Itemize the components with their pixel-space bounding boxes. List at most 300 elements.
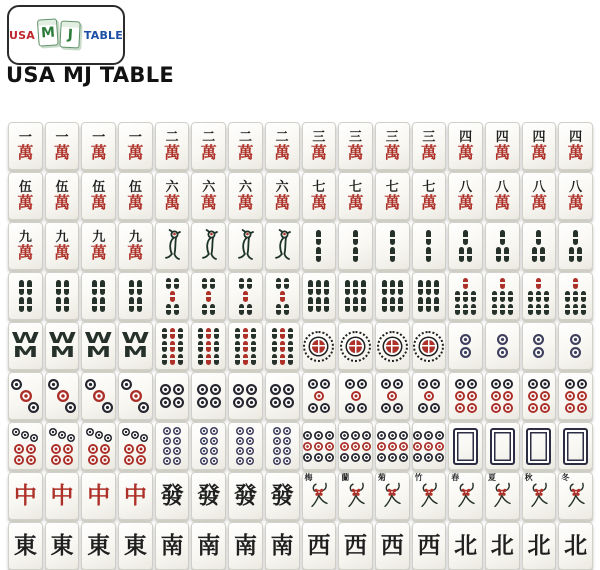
- bamboo-stick-icon: [528, 304, 533, 315]
- dot-icon: [533, 334, 544, 345]
- bamboo-stick-icon: [500, 291, 505, 302]
- tile-number-char: 六: [275, 180, 289, 196]
- tile-number-char: 三: [422, 130, 436, 146]
- dot-row: [497, 334, 508, 345]
- tile-3-character: [375, 122, 410, 170]
- dots7-layout: [47, 427, 77, 466]
- tile-2-character: [228, 122, 263, 170]
- bamboo-stick-icon: [288, 341, 293, 352]
- tile-wan-char: 萬: [17, 142, 34, 162]
- tile-number-char: 六: [165, 180, 179, 196]
- dot-icon: [236, 437, 244, 445]
- dot-icon: [503, 403, 513, 413]
- bamboo-stick-icon: [324, 297, 329, 312]
- dot-icon: [362, 442, 371, 451]
- tile-char: 西: [417, 532, 441, 559]
- dot-icon: [210, 397, 221, 408]
- bamboo-stick-icon: [492, 291, 497, 302]
- tile-6-bamboo: [302, 272, 337, 320]
- tile-east-wind: [45, 522, 80, 570]
- dot-icon: [351, 431, 360, 440]
- tile-green-dragon: [155, 472, 190, 520]
- tile-9-dot: [338, 422, 373, 470]
- bamboo-stick-icon: [536, 304, 541, 315]
- tile-wan-char: 萬: [530, 192, 547, 212]
- bamboo-stick-icon: [170, 354, 175, 365]
- bamboo-row: [418, 297, 439, 312]
- tile-9-character: [81, 222, 116, 270]
- bamboo-stick-icon: [178, 341, 183, 352]
- dot-icon: [200, 427, 208, 435]
- tile-south-wind: [265, 522, 300, 570]
- dot-row: [197, 397, 221, 408]
- dot-icon: [528, 391, 538, 401]
- logo-usa-text: USA: [9, 28, 35, 42]
- bamboo-row: [308, 297, 329, 312]
- bamboo-stick-icon: [353, 297, 358, 312]
- bamboo-stick-icon: [19, 280, 24, 295]
- bamboo-stick-icon: [398, 280, 403, 295]
- tile-wan-char: 萬: [17, 192, 34, 212]
- dot-icon: [303, 431, 312, 440]
- flower-corner-char: 冬: [561, 473, 570, 482]
- tile-4-character: [485, 122, 520, 170]
- dot-row: [377, 442, 408, 451]
- bamboo-stick-icon: [243, 354, 248, 365]
- dot-row: [413, 442, 444, 451]
- dot-row: [455, 403, 477, 413]
- tile-4-dot: [265, 372, 300, 420]
- dot-icon: [540, 403, 550, 413]
- tile-7-bamboo: [448, 272, 483, 320]
- dot-icon: [320, 379, 330, 389]
- big-dot-center-icon: [312, 340, 325, 353]
- tile-west-wind: [338, 522, 373, 570]
- dot-icon: [533, 347, 544, 358]
- dot-icon: [413, 431, 422, 440]
- tile-9-character: [8, 222, 43, 270]
- bamboo-stick-icon: [508, 304, 513, 315]
- bamboo-stick-icon: [361, 297, 366, 312]
- flower-corner-char: 夏: [487, 473, 496, 482]
- tile-char: 北: [527, 532, 551, 559]
- tile-number-char: 三: [349, 130, 363, 146]
- bamboo-row: [426, 247, 431, 262]
- dot-row: [303, 431, 334, 440]
- dot-row: [197, 384, 221, 395]
- dot-icon: [160, 384, 171, 395]
- bamboo-row: [280, 291, 285, 302]
- dot-icon: [273, 447, 281, 455]
- dot-icon: [503, 379, 513, 389]
- dot-icon: [303, 453, 312, 462]
- tile-6-character: [228, 172, 263, 220]
- dot-row: [345, 379, 367, 389]
- dot-icon: [377, 442, 386, 451]
- tile-white-dragon: [558, 422, 593, 470]
- bamboo-stick-icon: [239, 304, 244, 315]
- bamboo-stick-icon: [272, 354, 277, 365]
- dot-row: [270, 384, 294, 395]
- bamboo-row: [162, 341, 183, 352]
- dot-icon: [210, 437, 218, 445]
- dot-icon: [173, 437, 181, 445]
- dot-icon: [173, 447, 181, 455]
- tile-number-char: 伍: [128, 180, 142, 196]
- bamboo-stick-icon: [162, 328, 167, 339]
- bamboo-stick-icon: [198, 354, 203, 365]
- dot-icon: [303, 442, 312, 451]
- bamboo-stick-icon: [418, 280, 423, 295]
- tile-number-char: 三: [385, 130, 399, 146]
- tile-east-wind: [81, 522, 116, 570]
- dots3-diagonal: [47, 378, 77, 414]
- dot-icon: [246, 447, 254, 455]
- dot-icon: [85, 379, 96, 390]
- tile-7-bamboo: [558, 272, 593, 320]
- bamboo-stick-icon: [27, 280, 32, 295]
- tile-3-dot: [81, 372, 116, 420]
- bamboo-row: [206, 291, 211, 302]
- bamboo-stick-icon: [467, 247, 472, 262]
- dot-icon: [130, 390, 142, 402]
- dot-icon: [283, 427, 291, 435]
- dot-icon: [424, 431, 433, 440]
- bamboo-stick-icon: [19, 297, 24, 312]
- bamboo-stick-icon: [573, 278, 578, 289]
- big-dot-icon: [377, 331, 408, 362]
- tile-char: 西: [380, 532, 404, 559]
- dot-row: [163, 427, 181, 435]
- dot-row: [381, 403, 403, 413]
- tile-char: 東: [13, 532, 37, 559]
- dot-icon: [51, 455, 61, 465]
- bamboo-stick-icon: [565, 304, 570, 315]
- dot-row: [565, 379, 587, 389]
- dot-icon: [246, 384, 257, 395]
- tile-4-dot: [155, 372, 190, 420]
- bamboo-stick-icon: [251, 354, 256, 365]
- bamboo-row: [276, 278, 289, 289]
- dot-icon: [424, 442, 433, 451]
- bamboo-stick-icon: [56, 280, 61, 295]
- dot-icon: [163, 427, 171, 435]
- dot-row: [533, 347, 544, 358]
- bamboo-stick-icon: [280, 291, 285, 302]
- dot-row: [273, 457, 291, 465]
- bamboo-stick-icon: [544, 304, 549, 315]
- bamboo-row: [382, 297, 403, 312]
- tile-east-wind: [118, 522, 153, 570]
- bamboo-stick-icon: [202, 278, 207, 289]
- tile-2-dot: [522, 322, 557, 370]
- bamboo8-chevron-icon: W: [11, 329, 40, 348]
- dot-icon: [30, 434, 38, 442]
- bamboo-stick-icon: [316, 280, 321, 295]
- tile-west-wind: [412, 522, 447, 570]
- bamboo-stick-icon: [434, 280, 439, 295]
- bamboo-row: [170, 291, 175, 302]
- dot-icon: [413, 453, 422, 462]
- dot-icon: [197, 384, 208, 395]
- dot-icon: [565, 379, 575, 389]
- bamboo-row: [459, 247, 472, 262]
- dot-row: [565, 391, 587, 401]
- tile-9-bamboo: [265, 322, 300, 370]
- bamboo-row: [316, 247, 321, 262]
- tile-char: 發: [270, 482, 294, 509]
- bamboo-row: [198, 341, 219, 352]
- bamboo-stick-icon: [284, 304, 289, 315]
- dot-icon: [197, 397, 208, 408]
- dot-icon: [460, 347, 471, 358]
- dot-icon: [236, 457, 244, 465]
- bamboo-row: [492, 304, 513, 315]
- dot-icon: [362, 453, 371, 462]
- tile-char: 中: [123, 482, 147, 509]
- dot-icon: [270, 384, 281, 395]
- dot-row: [308, 403, 330, 413]
- bamboo-stick-icon: [235, 341, 240, 352]
- bamboo-stick-icon: [573, 291, 578, 302]
- tile-7-character: [338, 172, 373, 220]
- dot-icon: [570, 334, 581, 345]
- dot-icon: [381, 403, 391, 413]
- tile-6-bamboo: [412, 272, 447, 320]
- dot-icon: [455, 379, 465, 389]
- dot-row: [381, 379, 403, 389]
- dot-icon: [413, 442, 422, 451]
- tile-east-wind: [8, 522, 43, 570]
- tile-2-dot: [448, 322, 483, 370]
- bamboo-row: [308, 280, 329, 295]
- bamboo-stick-icon: [536, 291, 541, 302]
- tile-4-character: [522, 122, 557, 170]
- dot-icon: [246, 427, 254, 435]
- tile-flower-bamboo: [412, 472, 447, 520]
- bamboo-row: [272, 328, 293, 339]
- bamboo-stick-icon: [353, 247, 358, 262]
- tile-number-char: 一: [18, 130, 32, 146]
- tile-char: 東: [123, 532, 147, 559]
- bamboo-stick-icon: [280, 354, 285, 365]
- bamboo-row: [239, 304, 252, 315]
- bamboo-row: [166, 304, 179, 315]
- tile-5-bamboo: [265, 272, 300, 320]
- dot-icon: [124, 444, 134, 454]
- tile-number-char: 四: [569, 130, 583, 146]
- bamboo8-chevron-icon: W: [84, 329, 113, 348]
- bamboo-stick-icon: [504, 247, 509, 262]
- tile-1-dot: [412, 322, 447, 370]
- dot-icon: [121, 379, 132, 390]
- tile-north-wind: [485, 522, 520, 570]
- dot-row: [236, 437, 254, 445]
- tile-char: 中: [13, 482, 37, 509]
- bamboo-stick-icon: [459, 247, 464, 262]
- bamboo-row: [129, 280, 142, 295]
- dot-icon: [357, 379, 367, 389]
- dots7-layout: [84, 427, 114, 466]
- bamboo-stick-icon: [500, 278, 505, 289]
- dot-icon: [393, 379, 403, 389]
- dot-row: [460, 334, 471, 345]
- dot-icon: [246, 397, 257, 408]
- dot-row: [528, 379, 550, 389]
- tile-4-bamboo: [45, 272, 80, 320]
- dot-row: [528, 391, 550, 401]
- tile-2-bamboo: [412, 222, 447, 270]
- bamboo-stick-icon: [471, 291, 476, 302]
- tile-number-char: 三: [312, 130, 326, 146]
- bamboo-stick-icon: [426, 247, 431, 262]
- bamboo-row: [390, 230, 395, 245]
- bamboo-stick-icon: [64, 280, 69, 295]
- dot-row: [236, 427, 254, 435]
- dot-icon: [138, 402, 149, 413]
- dot-icon: [210, 384, 221, 395]
- sparrow-icon: [271, 229, 293, 264]
- tile-number-char: 四: [495, 130, 509, 146]
- tile-5-character: [118, 172, 153, 220]
- tile-7-character: [375, 172, 410, 220]
- bamboo-stick-icon: [463, 291, 468, 302]
- bamboo-row: [528, 291, 549, 302]
- bamboo-stick-icon: [345, 297, 350, 312]
- bamboo-row: [198, 354, 219, 365]
- tile-number-char: 八: [495, 180, 509, 196]
- bamboo-stick-icon: [463, 304, 468, 315]
- dot-icon: [357, 403, 367, 413]
- tile-7-character: [302, 172, 337, 220]
- tile-white-dragon: [485, 422, 520, 470]
- flower-corner-char: 菊: [377, 473, 386, 482]
- tile-4-dot: [228, 372, 263, 420]
- bamboo-stick-icon: [308, 297, 313, 312]
- dot-row: [351, 391, 361, 401]
- bamboo-stick-icon: [577, 247, 582, 262]
- dot-row: [413, 453, 444, 462]
- tile-green-dragon: [191, 472, 226, 520]
- tile-3-character: [338, 122, 373, 170]
- bamboo-row: [463, 278, 468, 289]
- big-dot-center-icon: [386, 340, 399, 353]
- dot-row: [233, 384, 257, 395]
- tile-1-bamboo-bird: [265, 222, 300, 270]
- tile-9-dot: [302, 422, 337, 470]
- bamboo-stick-icon: [280, 341, 285, 352]
- tile-7-dot: [81, 422, 116, 470]
- bamboo8-chevron-icon: W: [121, 329, 150, 348]
- bamboo-stick-icon: [540, 247, 545, 262]
- dot-row: [387, 391, 397, 401]
- bamboo-stick-icon: [162, 341, 167, 352]
- flower-corner-char: 竹: [414, 473, 423, 482]
- bamboo-stick-icon: [426, 297, 431, 312]
- dot-icon: [340, 453, 349, 462]
- dot-icon: [86, 428, 94, 436]
- tile-1-bamboo-bird: [155, 222, 190, 270]
- bamboo-row: [500, 278, 505, 289]
- bamboo-row: [426, 230, 431, 245]
- bamboo-row: [536, 278, 541, 289]
- tile-wan-char: 萬: [384, 192, 401, 212]
- dot-row: [497, 347, 508, 358]
- bamboo-stick-icon: [536, 230, 541, 245]
- tile-5-dot: [412, 372, 447, 420]
- dot-icon: [273, 427, 281, 435]
- dot-icon: [418, 379, 428, 389]
- bamboo-stick-icon: [243, 291, 248, 302]
- bamboo-stick-icon: [174, 278, 179, 289]
- dot-icon: [340, 442, 349, 451]
- tile-5-character: [8, 172, 43, 220]
- tile-2-bamboo: [375, 222, 410, 270]
- bamboo-stick-icon: [56, 297, 61, 312]
- dot-icon: [210, 447, 218, 455]
- bamboo-stick-icon: [251, 341, 256, 352]
- flower-icon: [381, 481, 403, 512]
- flower-icon: [491, 481, 513, 512]
- bamboo-row: [573, 278, 578, 289]
- bamboo-row: [573, 230, 578, 245]
- bamboo-stick-icon: [382, 297, 387, 312]
- tile-1-character: [45, 122, 80, 170]
- dot-icon: [210, 427, 218, 435]
- tile-flower-autumn: [522, 472, 557, 520]
- dot-row: [163, 447, 181, 455]
- flower-corner-char: 秋: [524, 473, 533, 482]
- bamboo-row: [198, 328, 219, 339]
- dot-icon: [48, 379, 59, 390]
- tile-wan-char: 萬: [457, 142, 474, 162]
- tile-7-bamboo: [485, 272, 520, 320]
- dot-icon: [351, 442, 360, 451]
- tile-north-wind: [558, 522, 593, 570]
- tile-wan-char: 萬: [90, 242, 107, 262]
- tile-4-bamboo: [81, 272, 116, 320]
- bamboo-stick-icon: [308, 280, 313, 295]
- tile-6-bamboo: [338, 272, 373, 320]
- bamboo-stick-icon: [178, 354, 183, 365]
- tile-wan-char: 萬: [310, 192, 327, 212]
- dot-icon: [67, 434, 75, 442]
- dot-icon: [388, 431, 397, 440]
- dot-icon: [381, 379, 391, 389]
- bamboo8-chevron-icon: M: [12, 343, 39, 361]
- dot-icon: [325, 442, 334, 451]
- dot-icon: [308, 379, 318, 389]
- dot-icon: [340, 431, 349, 440]
- bamboo-stick-icon: [214, 354, 219, 365]
- tile-6-character: [191, 172, 226, 220]
- tile-number-char: 伍: [55, 180, 69, 196]
- dot-icon: [497, 347, 508, 358]
- tile-number-char: 七: [422, 180, 436, 196]
- tile-red-dragon: [8, 472, 43, 520]
- dot-icon: [565, 391, 575, 401]
- dot-icon: [49, 428, 57, 436]
- bamboo8-chevron-icon: M: [122, 343, 149, 361]
- tile-number-char: 伍: [92, 180, 106, 196]
- tile-5-bamboo: [228, 272, 263, 320]
- dot-icon: [163, 457, 171, 465]
- dot-icon: [57, 390, 69, 402]
- tile-3-bamboo: [448, 222, 483, 270]
- dot-row: [160, 397, 184, 408]
- tile-char: 南: [233, 532, 257, 559]
- bamboo-stick-icon: [166, 278, 171, 289]
